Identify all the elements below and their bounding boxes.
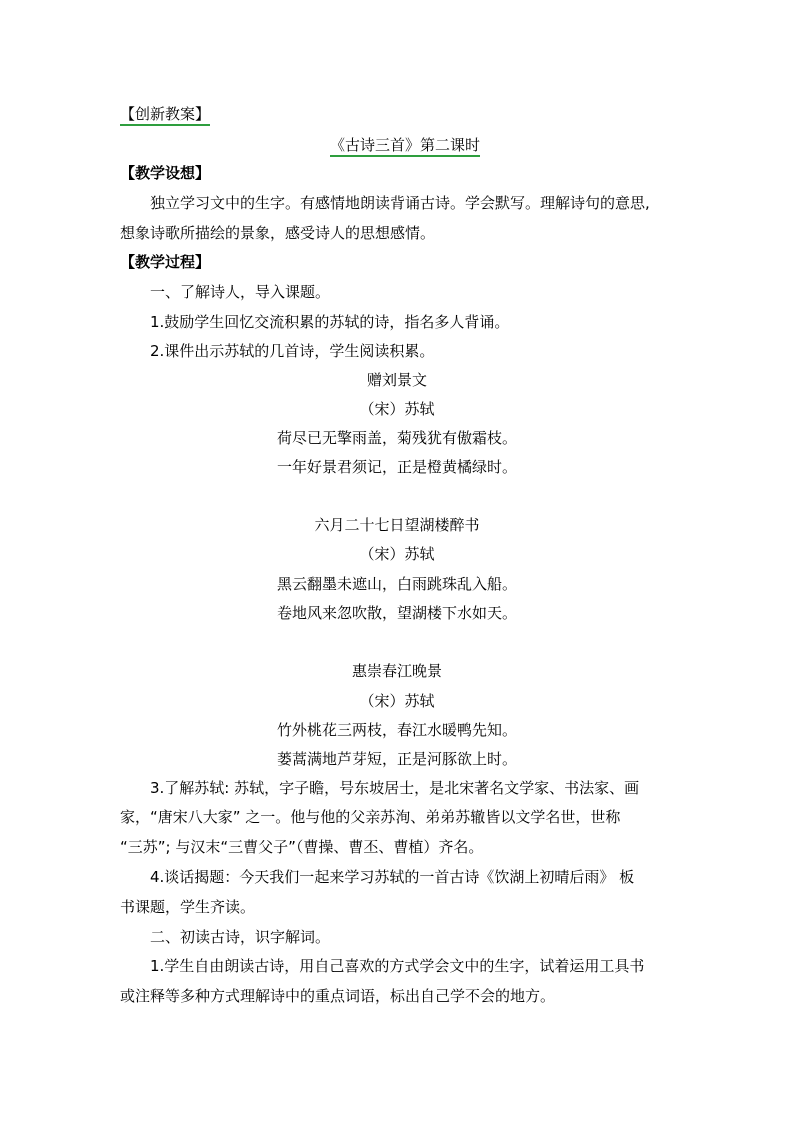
step1-title: 一、了解诗人，导入课题。: [150, 283, 331, 301]
idea-paragraph-line2: 想象诗歌所描绘的景象，感受诗人的思想感情。: [120, 224, 436, 242]
poem-line: 竹外桃花三两枝，春江水暖鸭先知。: [276, 721, 517, 739]
step1-item4-line2: 书课题，学生齐读。: [120, 898, 256, 916]
process-heading: 【教学过程】: [120, 253, 211, 271]
step1-item3-line3: “三苏”; 与汉末“三曹父子”（曹操、曹丕、曹植）齐名。: [120, 838, 484, 856]
tag-label: [120, 103, 210, 125]
poem-title: 惠崇春江晚景: [351, 662, 442, 680]
step1-item2: 2.课件出示苏轼的几首诗，学生阅读积累。: [150, 342, 435, 360]
doc-title-text: 《古诗三首》第二课时: [330, 136, 480, 157]
poem-title: 赠刘景文: [366, 371, 427, 389]
step1-item3-line1: 3.了解苏轼: 苏轼，字子瞻，号东坡居士，是北宋著名文学家、书法家、画: [150, 779, 640, 797]
step2-item1-line2: 或注释等多种方式理解诗中的重点词语，标出自己学不会的地方。: [120, 987, 556, 1005]
poem-author: （宋）苏轼: [359, 545, 435, 563]
poem-line: 一年好景君须记，正是橙黄橘绿时。: [276, 458, 517, 476]
poem-author: （宋）苏轼: [359, 692, 435, 710]
idea-paragraph-line1: 独立学习文中的生字。有感情地朗读背诵古诗。学会默写。理解诗句的意思,: [150, 194, 650, 212]
poem-author: （宋）苏轼: [359, 400, 435, 418]
tag-text: 【创新教案】: [120, 105, 210, 126]
poem-line: 荷尽已无擎雨盖，菊残犹有傲霜枝。: [276, 429, 517, 447]
poem-title: 六月二十七日望湖楼醉书: [314, 516, 480, 534]
step1-item1: 1.鼓励学生回忆交流积累的苏轼的诗，指名多人背诵。: [150, 313, 510, 331]
step1-item4-line1: 4.谈话揭题：今天我们一起来学习苏轼的一首古诗《饮湖上初晴后雨》 板: [150, 868, 635, 886]
poem-line: 黑云翻墨未遮山，白雨跳珠乱入船。: [276, 575, 517, 593]
step2-title: 二、初读古诗，识字解词。: [150, 928, 331, 946]
poem-line: 蒌蒿满地芦芽短，正是河豚欲上时。: [276, 750, 517, 768]
step1-item3-line2: 家，“唐宋八大家” 之一。他与他的父亲苏洵、弟弟苏辙皆以文学名世，世称: [120, 808, 621, 826]
idea-heading: 【教学设想】: [120, 164, 211, 182]
step2-item1-line1: 1.学生自由朗读古诗，用自己喜欢的方式学会文中的生字，试着运用工具书: [150, 957, 645, 975]
poem-line: 卷地风来忽吹散，望湖楼下水如天。: [276, 604, 517, 622]
doc-title: [330, 134, 480, 156]
